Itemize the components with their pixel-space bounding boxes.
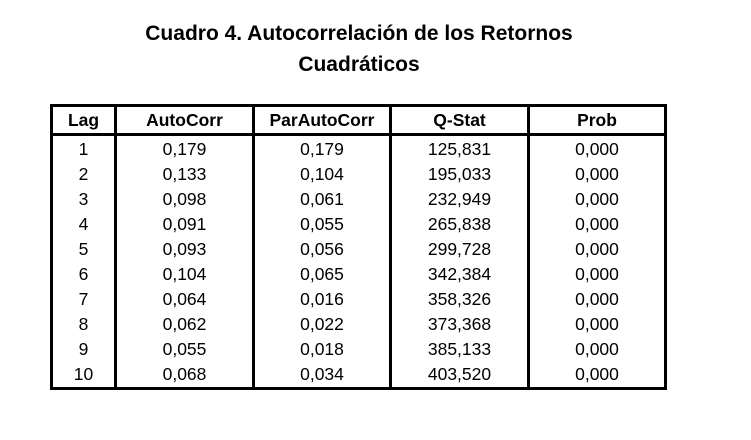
cell-autocorr: 0,093 [116,236,254,261]
header-row [52,106,666,135]
cell-lag: 2 [78,163,89,184]
cell-autocorr: 0,062 [116,312,254,337]
cell-prob: 0,000 [529,161,666,186]
cell-lag: 9 [78,339,89,360]
cell-parautocorr: 0,034 [254,362,391,389]
header-prob: Prob [529,106,666,135]
caption-line-1: Cuadro 4. Autocorrelación de los Retornos [145,22,573,45]
cell-prob: 0,000 [529,135,666,162]
cell-autocorr: 0,104 [116,261,254,286]
cell-qstat: 403,520 [391,362,529,389]
table-row [52,261,666,286]
cell-autocorr: 0,179 [116,135,254,162]
cell-qstat: 299,728 [391,236,529,261]
cell-prob: 0,000 [529,261,666,286]
cell-prob: 0,000 [529,312,666,337]
cell-autocorr: 0,091 [116,211,254,236]
cell-qstat: 265,838 [391,211,529,236]
table-row [52,287,666,312]
cell-qstat: 125,831 [391,135,529,162]
table-row [52,362,666,389]
cell-parautocorr: 0,018 [254,337,391,362]
cell-qstat: 342,384 [391,261,529,286]
cell-parautocorr: 0,055 [254,211,391,236]
table-row [52,186,666,211]
cell-prob: 0,000 [529,287,666,312]
cell-qstat: 195,033 [391,161,529,186]
cell-prob: 0,000 [529,362,666,389]
cell-autocorr: 0,098 [116,186,254,211]
cell-parautocorr: 0,016 [254,287,391,312]
cell-autocorr: 0,064 [116,287,254,312]
table-row [52,236,666,261]
header-lag: Lag [52,106,116,135]
table-row [52,161,666,186]
cell-autocorr: 0,055 [116,337,254,362]
cell-parautocorr: 0,061 [254,186,391,211]
cell-lag: 10 [73,364,94,385]
table-row [52,312,666,337]
cell-prob: 0,000 [529,236,666,261]
cell-lag: 7 [78,289,89,310]
cell-parautocorr: 0,179 [254,135,391,162]
cell-lag: 1 [78,138,89,159]
table-caption [0,18,718,80]
cell-autocorr: 0,133 [116,161,254,186]
cell-lag: 8 [78,314,89,335]
cell-lag: 3 [78,188,89,209]
cell-lag: 5 [78,238,89,259]
cell-parautocorr: 0,056 [254,236,391,261]
cell-parautocorr: 0,104 [254,161,391,186]
header-qstat: Q-Stat [391,106,529,135]
table-row [52,135,666,162]
cell-qstat: 358,326 [391,287,529,312]
autocorrelation-table [50,104,667,390]
cell-qstat: 373,368 [391,312,529,337]
cell-prob: 0,000 [529,211,666,236]
header-parautocorr: ParAutoCorr [254,106,391,135]
cell-parautocorr: 0,022 [254,312,391,337]
cell-prob: 0,000 [529,186,666,211]
cell-autocorr: 0,068 [116,362,254,389]
cell-prob: 0,000 [529,337,666,362]
cell-lag: 6 [78,264,89,285]
header-autocorr: AutoCorr [116,106,254,135]
caption-line-2: Cuadráticos [298,53,420,76]
cell-qstat: 385,133 [391,337,529,362]
table-row [52,211,666,236]
cell-lag: 4 [78,213,89,234]
cell-qstat: 232,949 [391,186,529,211]
cell-parautocorr: 0,065 [254,261,391,286]
table-row [52,337,666,362]
